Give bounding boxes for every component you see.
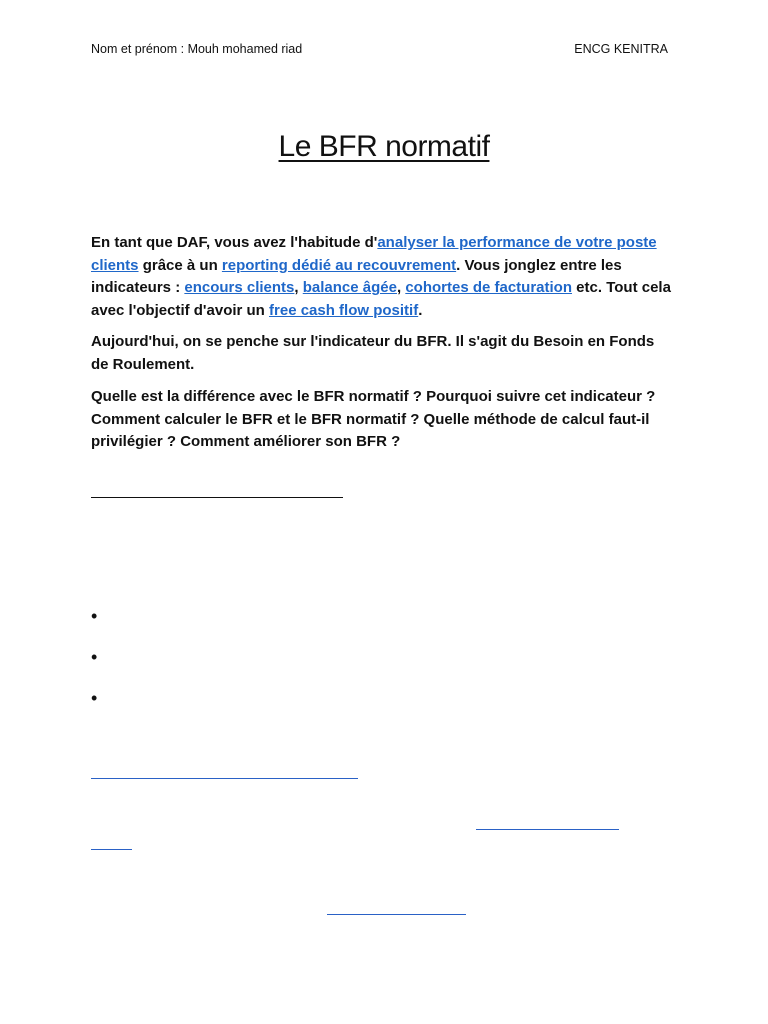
separator-line	[91, 497, 343, 498]
empty-link-underline[interactable]	[91, 778, 358, 779]
link-encours-clients[interactable]: encours clients	[184, 279, 295, 297]
questions-paragraph: Quelle est la différence avec le BFR normatif ? Pourquoi suivre cet indicateur ? Comment calculer le BFR et le BFR normatif ? Quelle méthode de calcul faut-il privilégier ? Comment améliorer son BFR ?	[91, 388, 656, 451]
author-name: Nom et prénom : Mouh mohamed riad	[91, 42, 303, 56]
empty-link-underline[interactable]	[476, 829, 619, 830]
link-balance-agee[interactable]: balance âgée	[302, 279, 397, 297]
intro-paragraph: En tant que DAF, vous avez l'habitude d'analyser la performance de votre poste clients grâce à un reporting dédié au recouvrement. Vous jonglez entre les indicateurs : encours clients, balance âgée, cohortes de facturation etc. Tout cela avec l'objectif d'avoir un free cash flow positif.	[91, 234, 671, 320]
link-reporting-recouvrement[interactable]: reporting dédié au recouvrement	[221, 256, 457, 274]
bullet-2: •	[91, 647, 98, 667]
empty-link-underline[interactable]	[91, 849, 132, 850]
empty-link-underline[interactable]	[327, 914, 466, 915]
bullet-1: •	[91, 606, 98, 626]
page-header	[91, 42, 668, 56]
link-free-cash-flow[interactable]: free cash flow positif	[269, 302, 419, 320]
bfr-paragraph: Aujourd'hui, on se penche sur l'indicateur du BFR. Il s'agit du Besoin en Fonds de Roulement.	[91, 333, 655, 373]
document-title: Le BFR normatif	[278, 130, 490, 163]
bullet-3: •	[91, 688, 98, 708]
link-analyser-performance[interactable]: analyser la performance de votre poste clients	[91, 234, 657, 274]
link-cohortes-facturation[interactable]: cohortes de facturation	[405, 279, 573, 297]
school-name: ENCG KENITRA	[574, 42, 668, 56]
